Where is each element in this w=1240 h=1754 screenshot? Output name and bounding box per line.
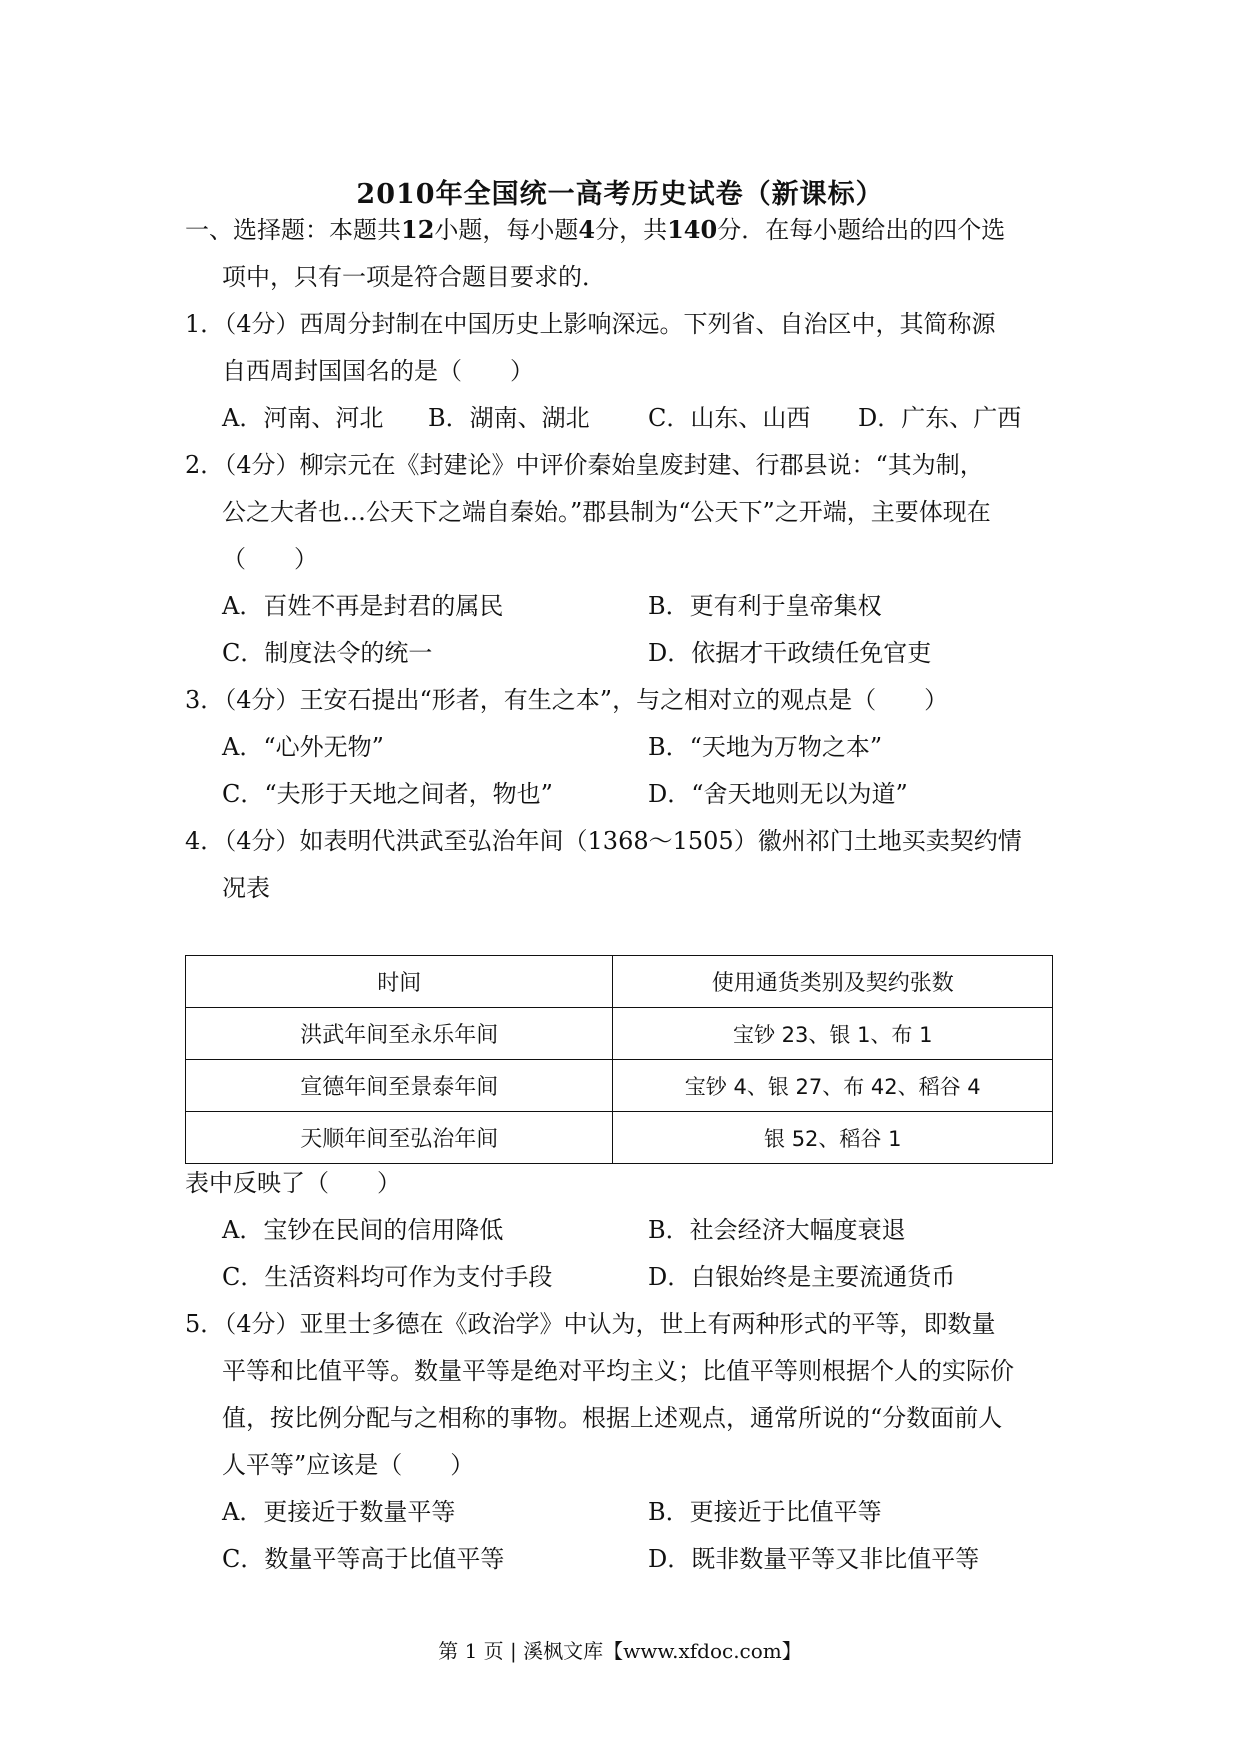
question-2-option-a: A．百姓不再是封君的属民 (222, 592, 504, 620)
question-4-stem: 4．（4分）如表明代洪武至弘治年间（1368～1505）徽州祁门土地买卖契约情 (185, 827, 1022, 855)
question-4-stem: 况表 (222, 874, 270, 902)
question-4-option-b: B．社会经济大幅度衰退 (648, 1216, 906, 1244)
question-1-option-b: B．湖南、湖北 (428, 404, 590, 432)
question-1-option-d: D．广东、广西 (858, 404, 1022, 432)
question-5-stem: 5．（4分）亚里士多德在《政治学》中认为，世上有两种形式的平等，即数量 (185, 1310, 996, 1338)
table-cell-period: 天顺年间至弘治年间 (186, 1112, 613, 1164)
table-cell-period: 宣德年间至景泰年间 (186, 1060, 613, 1112)
section-instructions-line2: 项中，只有一项是符合题目要求的． (222, 263, 606, 291)
question-2-option-c: C．制度法令的统一 (222, 639, 433, 667)
table-cell-currency: 宝钞 4、银 27、布 42、稻谷 4 (613, 1060, 1053, 1112)
points-per-question: 4 (578, 215, 596, 244)
question-4-option-d: D．白银始终是主要流通货币 (648, 1263, 956, 1291)
table-header-cell: 使用通货类别及契约张数 (613, 956, 1053, 1008)
contract-table (185, 955, 1053, 1164)
question-3-option-c: C．“夫形于天地之间者，物也” (222, 780, 553, 808)
question-4-prompt: 表中反映了（ ） (185, 1169, 401, 1197)
question-5-stem: 平等和比值平等。数量平等是绝对平均主义；比值平等则根据个人的实际价 (222, 1357, 1014, 1385)
question-3-option-d: D．“舍天地则无以为道” (648, 780, 908, 808)
question-2-option-b: B．更有利于皇帝集权 (648, 592, 882, 620)
question-1-stem: 自西周封国国名的是（ ） (222, 357, 534, 385)
total-points: 140 (667, 215, 718, 244)
table-row (186, 1060, 1053, 1112)
section-text: 分．在每小题给出的四个选 (717, 216, 1006, 244)
page-title: 2010年全国统一高考历史试卷（新课标） (356, 179, 884, 210)
question-5-option-d: D．既非数量平等又非比值平等 (648, 1545, 980, 1573)
table-header-cell: 时间 (186, 956, 613, 1008)
table-row (186, 1008, 1053, 1060)
question-2-stem: 公之大者也…公天下之端自秦始。”郡县制为“公天下”之开端，主要体现在 (222, 498, 991, 526)
question-3-stem: 3．（4分）王安石提出“形者，有生之本”，与之相对立的观点是（ ） (185, 686, 949, 714)
section-text: 分，共 (595, 216, 668, 244)
question-5-stem: 人平等”应该是（ ） (222, 1451, 475, 1479)
question-2-stem: （ ） (222, 545, 318, 573)
table-cell-currency: 宝钞 23、银 1、布 1 (613, 1008, 1053, 1060)
question-2-stem: 2．（4分）柳宗元在《封建论》中评价秦始皇废封建、行郡县说：“其为制， (185, 451, 984, 479)
table-row (186, 1112, 1053, 1164)
table-header-row (186, 956, 1053, 1008)
question-2-option-d: D．依据才干政绩任免官吏 (648, 639, 932, 667)
question-5-option-b: B．更接近于比值平等 (648, 1498, 882, 1526)
question-3-option-a: A．“心外无物” (222, 733, 384, 761)
question-1-option-a: A．河南、河北 (222, 404, 384, 432)
question-5-stem: 值，按比例分配与之相称的事物。根据上述观点，通常所说的“分数面前人 (222, 1404, 1003, 1432)
question-count: 12 (401, 215, 435, 244)
section-text: 小题，每小题 (434, 216, 579, 244)
question-1-option-c: C．山东、山西 (648, 404, 811, 432)
table-cell-currency: 银 52、稻谷 1 (613, 1112, 1053, 1164)
section-instructions-line1 (185, 215, 1005, 245)
question-4-option-c: C．生活资料均可作为支付手段 (222, 1263, 553, 1291)
section-text: 一、选择题：本题共 (185, 216, 401, 244)
page-footer: 第 1 页 | 溪枫文库【www.xfdoc.com】 (438, 1639, 802, 1663)
question-5-option-c: C．数量平等高于比值平等 (222, 1545, 505, 1573)
question-5-option-a: A．更接近于数量平等 (222, 1498, 456, 1526)
question-1-stem: 1．（4分）西周分封制在中国历史上影响深远。下列省、自治区中，其简称源 (185, 310, 996, 338)
table-cell-period: 洪武年间至永乐年间 (186, 1008, 613, 1060)
question-4-option-a: A．宝钞在民间的信用降低 (222, 1216, 504, 1244)
question-3-option-b: B．“天地为万物之本” (648, 733, 883, 761)
